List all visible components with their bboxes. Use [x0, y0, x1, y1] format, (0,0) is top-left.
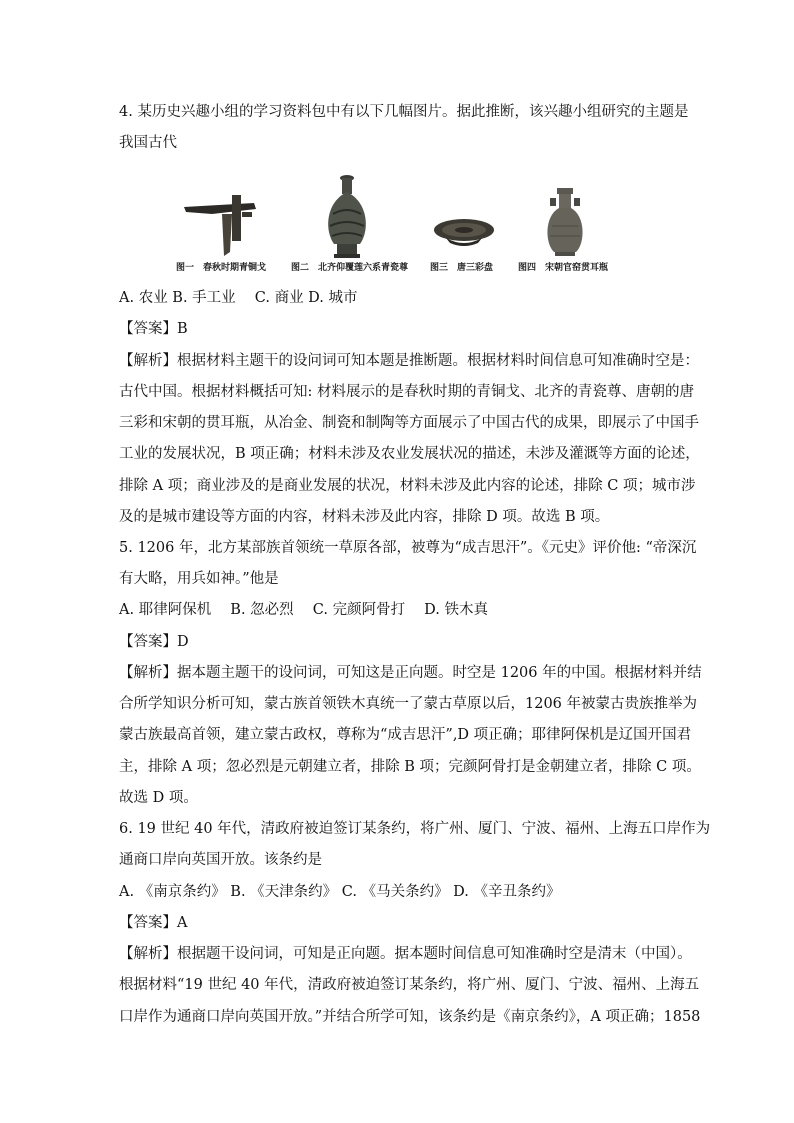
q5-answer: 【答案】D: [119, 634, 189, 650]
q6-analysis-line: 根据材料“19 世纪 40 年代，清政府被迫签订某条约，将广州、厦门、宁波、福州、上海五: [119, 977, 700, 993]
song-guan-vase-image: [540, 186, 590, 258]
figure-caption-1: 图一 春秋时期青铜戈: [176, 263, 267, 273]
q6-answer: 【答案】A: [119, 915, 188, 931]
q5-stem-line2: 有大略，用兵如神。”他是: [119, 571, 279, 587]
q4-analysis-line: 工业的发展状况，B 项正确；材料未涉及农业发展状况的描述，未涉及灌溉等方面的论述，: [119, 446, 700, 462]
q4-analysis-line: 三彩和宋朝的贯耳瓶，从冶金、制瓷和制陶等方面展示了中国古代的成果，即展示了中国手: [119, 415, 699, 431]
q4-analysis-line: 【解析】根据材料主题干的设问词可知本题是推断题。根据材料时间信息可知准确时空是：: [119, 353, 699, 369]
bronze-dagger-axe-image: [182, 190, 262, 260]
figure-caption-2: 图二 北齐仰覆莲六系青瓷尊: [291, 263, 409, 273]
q4-options: A. 农业 B. 手工业 C. 商业 D. 城市: [119, 290, 358, 306]
q5-analysis-line: 主，排除 A 项；忽必烈是元朝建立者，排除 B 项；完颜阿骨打是金朝建立者，排除 C 项。: [119, 759, 701, 775]
tang-sancai-plate-image: [432, 216, 496, 250]
q5-analysis-line: 【解析】据本题主题干的设问词，可知这是正向题。时空是 1206 年的中国。根据材料并结: [119, 665, 702, 681]
q5-analysis-line: 故选 D 项。: [119, 790, 198, 806]
q4-figure-strip: [170, 172, 630, 276]
q4-stem-line2: 我国古代: [119, 135, 177, 151]
q6-options: A. 《南京条约》 B. 《天津条约》 C. 《马关条约》 D. 《辛丑条约》: [119, 884, 561, 900]
q4-analysis-line: 及的是城市建设等方面的内容，材料未涉及此内容，排除 D 项。故选 B 项。: [119, 509, 610, 525]
q4-answer: 【答案】B: [119, 321, 188, 337]
q5-options: A. 耶律阿保机 B. 忽必烈 C. 完颜阿骨打 D. 铁木真: [119, 602, 489, 618]
q5-analysis-line: 蒙古族最高首领，建立蒙古政权，尊称为“成吉思汗”,D 项正确；耶律阿保机是辽国开国君: [119, 727, 692, 743]
q4-analysis-line: 排除 A 项；商业涉及的是商业发展的状况，材料未涉及此内容的论述，排除 C 项；城市涉: [119, 478, 696, 494]
q5-stem-line1: 5. 1206 年，北方某部族首领统一草原各部，被尊为“成吉思汗”。《元史》评价他: “帝深沉: [119, 540, 697, 556]
q6-stem-line1: 6. 19 世纪 40 年代，清政府被迫签订某条约，将广州、厦门、宁波、福州、上海五口岸作为: [119, 821, 711, 837]
q4-stem-line1: 4. 某历史兴趣小组的学习资料包中有以下几幅图片。据此推断，该兴趣小组研究的主题是: [119, 104, 689, 120]
q5-analysis-line: 合所学知识分析可知，蒙古族首领铁木真统一了蒙古草原以后，1206 年被蒙古贵族推举为: [119, 696, 698, 712]
q4-analysis-line: 古代中国。根据材料概括可知: 材料展示的是春秋时期的青铜戈、北齐的青瓷尊、唐朝的唐: [119, 384, 694, 400]
celadon-zun-image: [320, 172, 375, 260]
q6-analysis-line: 【解析】根据题干设问词，可知是正向题。据本题时间信息可知准确时空是清末（中国）。: [119, 946, 692, 962]
q6-stem-line2: 通商口岸向英国开放。该条约是: [119, 852, 322, 868]
q6-analysis-line: 口岸作为通商口岸向英国开放。”并结合所学可知，该条约是《南京条约》，A 项正确；1858: [119, 1009, 701, 1025]
figure-caption-4: 图四 宋朝官窑贯耳瓶: [518, 263, 609, 273]
figure-caption-3: 图三 唐三彩盘: [430, 263, 494, 273]
